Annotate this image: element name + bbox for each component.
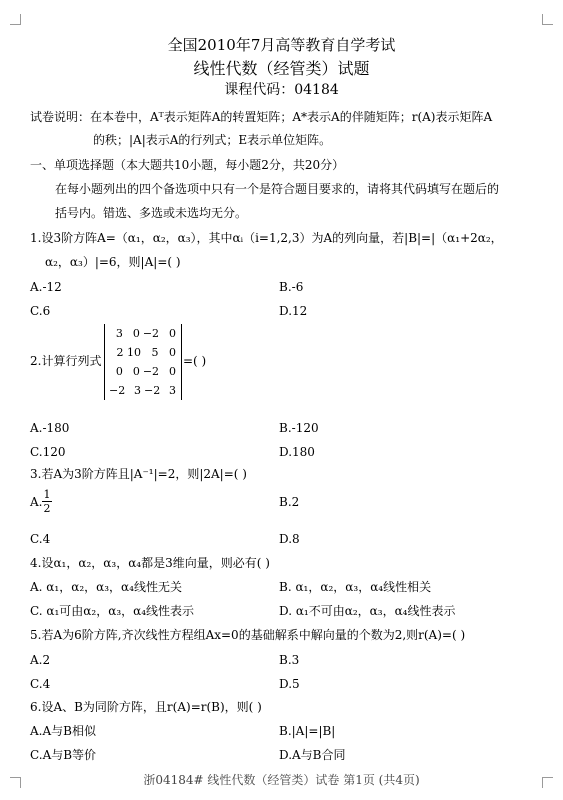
q4-option-c: C. α₁可由α₂，α₃，α₄线性表示: [30, 604, 195, 618]
section-desc-2: 括号内。错选、多选或未选均无分。: [55, 206, 248, 220]
q5-option-c: C.4: [30, 677, 51, 691]
det-row-1: [109, 327, 179, 341]
crop-mark-top-left: [10, 14, 21, 25]
det-row-2: [109, 346, 179, 360]
det-cell: 2: [116, 346, 124, 359]
det-cell: 0: [168, 365, 176, 378]
det-cell: 0: [132, 365, 140, 378]
q1-option-a: A.-12: [30, 280, 62, 294]
q3-option-d: D.8: [279, 532, 300, 546]
det-cell: −2: [142, 327, 160, 340]
determinant: [104, 324, 182, 400]
det-cell: 5: [151, 346, 159, 359]
fraction-numerator: 1: [43, 488, 51, 501]
q2-option-d: D.180: [279, 445, 315, 459]
q3-option-c: C.4: [30, 532, 51, 546]
q1-option-c: C.6: [30, 304, 51, 318]
exam-title: 全国2010年7月高等教育自学考试: [167, 36, 396, 54]
q2-option-a: A.-180: [30, 421, 70, 435]
det-cell: 0: [132, 327, 140, 340]
q1-option-d: D.12: [279, 304, 308, 318]
course-code: 课程代码：04184: [224, 82, 339, 98]
det-row-4: [109, 384, 179, 398]
q3-option-a-fraction: [42, 488, 52, 515]
det-cell: 0: [169, 346, 176, 359]
q4-option-b: B. α₁，α₂，α₃，α₄线性相关: [279, 580, 432, 594]
fraction-denominator: 2: [43, 502, 51, 515]
det-cell: 10: [127, 346, 141, 359]
q6-option-d: D.A与B合同: [279, 748, 346, 762]
q3-option-b: B.2: [279, 495, 300, 509]
det-row-3: [109, 365, 179, 379]
det-cell: −2: [144, 384, 161, 397]
instructions-line-2: 的秩；|A|表示A的行列式；E表示单位矩阵。: [93, 133, 332, 147]
q1-stem-1: 1.设3阶方阵A=（α₁，α₂，α₃），其中αᵢ（i=1,2,3）为A的列向量，若|B|=|（α₁+2α₂，: [30, 231, 503, 245]
q6-option-a: A.A与B相似: [30, 724, 96, 738]
det-cell: 3: [169, 384, 176, 397]
q3-option-a-prefix: A.: [30, 495, 43, 509]
page-footer: 浙04184# 线性代数（经管类）试卷 第1页 (共4页): [143, 773, 420, 787]
q6-option-c: C.A与B等价: [30, 748, 97, 762]
det-cell: −2: [109, 384, 126, 397]
det-cell: 0: [168, 327, 176, 340]
det-cell: 3: [115, 327, 123, 340]
q2-suffix: =( ): [183, 354, 207, 368]
q5-option-b: B.3: [279, 653, 300, 667]
det-cell: 0: [115, 365, 123, 378]
det-cell: −2: [142, 365, 160, 378]
q2-option-c: C.120: [30, 445, 66, 459]
crop-mark-top-right: [542, 14, 553, 25]
q4-option-d: D. α₁不可由α₂，α₃，α₄线性表示: [279, 604, 456, 618]
q3-stem: 3.若A为3阶方阵且|A⁻¹|=2，则|2A|=( ): [30, 467, 247, 481]
q6-stem: 6.设A、B为同阶方阵，且r(A)=r(B)，则( ): [30, 700, 262, 714]
q5-stem: 5.若A为6阶方阵,齐次线性方程组Ax=0的基础解系中解向量的个数为2,则r(A)=( ): [30, 628, 466, 642]
q2-prefix: 2.计算行列式: [30, 354, 102, 368]
q4-stem: 4.设α₁，α₂，α₃，α₄都是3维向量，则必有( ): [30, 556, 270, 570]
instructions-line-1: 试卷说明：在本卷中，Aᵀ表示矩阵A的转置矩阵；A*表示A的伴随矩阵；r(A)表示矩阵A: [30, 110, 493, 124]
section-heading: 一、单项选择题（本大题共10小题，每小题2分，共20分）: [30, 158, 345, 172]
subject-title: 线性代数（经管类）试题: [193, 59, 370, 78]
q1-option-b: B.-6: [279, 280, 304, 294]
det-cell: 3: [134, 384, 141, 397]
q1-stem-2: α₂，α₃）|=6，则|A|=( ): [45, 255, 181, 269]
q6-option-b: B.|A|=|B|: [279, 724, 336, 738]
q5-option-a: A.2: [30, 653, 51, 667]
section-desc-1: 在每小题列出的四个备选项中只有一个是符合题目要求的，请将其代码填写在题后的: [55, 182, 500, 196]
q4-option-a: A. α₁，α₂，α₃，α₄线性无关: [30, 580, 182, 594]
q2-option-b: B.-120: [279, 421, 319, 435]
q5-option-d: D.5: [279, 677, 300, 691]
